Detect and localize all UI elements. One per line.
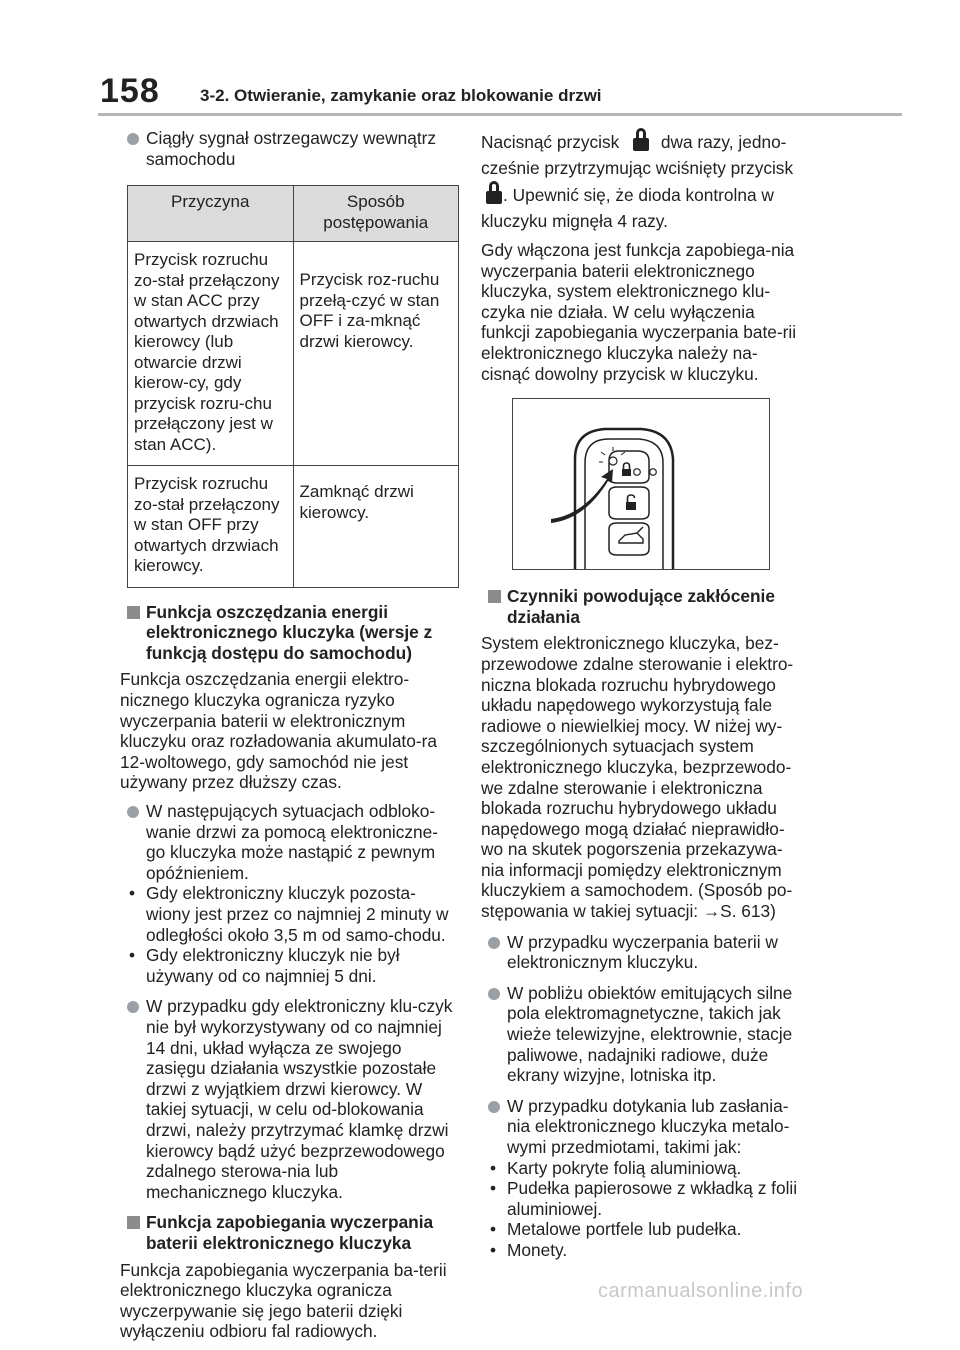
arrow-icon bbox=[551, 469, 613, 523]
press-after-text: dwa razy, jedno-cześnie przytrzymując wciśnięty przycisk bbox=[481, 132, 794, 178]
bullet-battery-depleted-text: W przypadku wyczerpania baterii w elektronicznym kluczyku. bbox=[507, 931, 778, 973]
bullet-dot-icon bbox=[488, 1101, 500, 1113]
bullet-dot-icon bbox=[488, 937, 500, 949]
press-instruction bbox=[481, 128, 803, 234]
page-number: 158 bbox=[100, 72, 160, 110]
lock-icon bbox=[485, 181, 503, 205]
bullet-dot-icon bbox=[127, 1001, 139, 1013]
list-item: • Pudełka papierosowe z wkładką z folii aluminiowej. bbox=[490, 1178, 798, 1219]
right-column bbox=[481, 128, 803, 1261]
bullet-14-days bbox=[120, 996, 455, 1202]
bullet-alarm bbox=[120, 128, 455, 169]
table-cell-cause: Przycisk rozruchu zo-stał przełączony w stan OFF przy otwartych drzwiach kierowcy. bbox=[128, 466, 294, 588]
heading-energy-saving bbox=[120, 602, 455, 664]
press-end-text: . Upewnić się, że dioda kontrolna w kluczyku mignęła 4 razy. bbox=[481, 185, 774, 231]
watermark: carmanualsonline.info bbox=[598, 1280, 804, 1302]
table-row bbox=[128, 242, 459, 466]
press-before-text: Nacisnąć przycisk bbox=[481, 132, 620, 152]
table-header-row bbox=[128, 186, 459, 242]
bullet-dot-icon bbox=[127, 133, 139, 145]
bullet-delay-text: W następujących sytuacjach odbloko-wanie drzwi za pomocą elektroniczne-go kluczyka może nastąpić z pewnym opóźnieniem. bbox=[146, 801, 438, 883]
bullet-dot-icon bbox=[127, 806, 139, 818]
trunk-icon bbox=[619, 527, 643, 543]
table-header-cause: Przyczyna bbox=[128, 186, 294, 242]
heading-interference-factors bbox=[481, 586, 803, 627]
dash-item-text: Gdy elektroniczny kluczyk pozosta-wiony jest przez co najmniej 2 minuty w odległości około 3,5 m od samo-chodu. bbox=[146, 883, 449, 945]
alarm-table bbox=[127, 185, 459, 588]
table-row bbox=[128, 466, 459, 588]
dash-item: • Gdy elektroniczny kluczyk pozosta-wiony jest przez co najmniej 2 minuty w odległości około 3,5 m od samo-chodu. bbox=[129, 883, 449, 945]
table-cell-action: Zamknąć drzwi kierowcy. bbox=[293, 466, 459, 588]
bullet-electromagnetic bbox=[481, 983, 803, 1086]
enabled-paragraph: Gdy włączona jest funkcja zapobiega-nia wyczerpania baterii elektronicznego kluczyka, system elektronicznego klu-czyka nie działa. W celu wyłączenia funkcji zapobiegania wyczerpania bate-rii elektronicznego kluczyka należy na-cisnąć dowolny przycisk w kluczyku. bbox=[481, 240, 797, 384]
lock-icon bbox=[632, 128, 650, 152]
dash-item: • Gdy elektroniczny kluczyk nie był używany od co najmniej 5 dni. bbox=[129, 945, 400, 986]
key-fob-illustration bbox=[512, 398, 770, 570]
list-item-text: Karty pokryte folią aluminiową. bbox=[507, 1157, 742, 1178]
heading-interference-factors-text: Czynniki powodujące zakłócenie działania bbox=[507, 586, 775, 627]
energy-paragraph: Funkcja oszczędzania energii elektro-nicznego kluczyka ogranicza ryzyko wyczerpania baterii w elektronicznym kluczyku oraz rozładowania akumulato-ra 12-woltowego, gdy samochód nie jest używany przez dłuższy czas. bbox=[120, 669, 437, 793]
led-indicator-icon bbox=[599, 447, 625, 465]
bullet-alarm-text: Ciągły sygnał ostrzegawczy wewnątrz samochodu bbox=[146, 128, 437, 169]
heading-square-icon bbox=[488, 590, 501, 603]
bullet-14-days-text: W przypadku gdy elektroniczny klu-czyk nie był wykorzystywany od co najmniej 14 dni, układ wyłącza ze swojego zasięgu działania wszystkie pozostałe drzwi z wyjątkiem drzwi kierowcy. W takiej sytuacji, w celu od-blokowania drzwi, należy przytrzymać klamkę drzwi kierowcy bądź użyć bezprzewodowego zdalnego sterowa-nia lub mechanicznego kluczyka. bbox=[146, 996, 453, 1202]
heading-square-icon bbox=[127, 606, 140, 619]
heading-energy-saving-text: Funkcja oszczędzania energii elektronicznego kluczyka (wersje z funkcją dostępu do samochodu) bbox=[146, 601, 433, 663]
bullet-metal-cover bbox=[481, 1096, 803, 1158]
section-title: 3-2. Otwieranie, zamykanie oraz blokowanie drzwi bbox=[200, 86, 602, 105]
bullet-electromagnetic-text: W pobliżu obiektów emitujących silne pola elektromagnetyczne, takich jak wieże telewizyjne, elektrownie, stacje paliwowe, nadajniki radiowe, duże ekrany wizyjne, lotniska itp. bbox=[507, 982, 793, 1086]
bullet-dot-icon bbox=[488, 988, 500, 1000]
lock-button-icon bbox=[622, 463, 631, 476]
list-item-text: Pudełka papierosowe z wkładką z folii aluminiowej. bbox=[507, 1178, 798, 1219]
key-fob-drawing bbox=[513, 399, 769, 569]
bullet-battery-depleted bbox=[481, 932, 803, 973]
page-header bbox=[0, 0, 960, 120]
header-rule bbox=[98, 113, 902, 116]
list-item: • Monety. bbox=[490, 1239, 568, 1260]
list-item: • Metalowe portfele lub pudełka. bbox=[490, 1219, 742, 1240]
list-item: • Karty pokryte folią aluminiową. bbox=[490, 1157, 742, 1178]
factors-paragraph: System elektronicznego kluczyka, bez-przewodowe zdalne sterowanie i elektro-niczna blokada rozruchu hybrydowego układu napędowego wykorzystują fale radiowe o niewielkiej mocy. W niżej wy-szczególnionych sytuacjach system elektronicznego kluczyka, bezprzewodo-we zdalne sterowanie i elektroniczna blokada rozruchu hybrydowego układu napędowego mogą działać nieprawidło-wo na skutek pogorszenia przekazywa-nia informacji pomiędzy elektronicznym kluczykiem a samochodem. (Sposób po-stępowania w takiej sytuacji: →S. 613) bbox=[481, 633, 794, 922]
bullet-metal-cover-text: W przypadku dotykania lub zasłania-nia elektronicznego kluczyka metalo-wymi przedmiotami, takimi jak: bbox=[507, 1095, 790, 1157]
heading-battery-prevention bbox=[120, 1212, 455, 1253]
list-item-text: Metalowe portfele lub pudełka. bbox=[507, 1219, 742, 1240]
unlock-icon bbox=[626, 495, 636, 510]
table-header-action: Sposób postępowania bbox=[293, 186, 459, 242]
bullet-delay bbox=[120, 801, 455, 883]
heading-battery-prevention-text: Funkcja zapobiegania wyczerpania baterii elektronicznego kluczyka bbox=[146, 1212, 434, 1253]
heading-square-icon bbox=[127, 1216, 140, 1229]
list-item-text: Monety. bbox=[507, 1239, 568, 1260]
table-cell-cause: Przycisk rozruchu zo-stał przełączony w stan ACC przy otwartych drzwiach kierowcy (lub otwarcie drzwi kierow-cy, gdy przycisk rozru-chu przełączony jest w stan ACC). bbox=[128, 242, 294, 466]
table-cell-action: Przycisk roz-ruchu przełą-czyć w stan OFF i za-mknąć drzwi kierowcy. bbox=[293, 242, 459, 466]
left-column bbox=[120, 128, 455, 1350]
prevention-paragraph: Funkcja zapobiegania wyczerpania ba-terii elektronicznego kluczyka ogranicza wyczerpywanie się jego baterii dzięki wyłączeniu odbioru fal radiowych. bbox=[120, 1259, 447, 1342]
dash-item-text: Gdy elektroniczny kluczyk nie był używany od co najmniej 5 dni. bbox=[146, 945, 400, 986]
